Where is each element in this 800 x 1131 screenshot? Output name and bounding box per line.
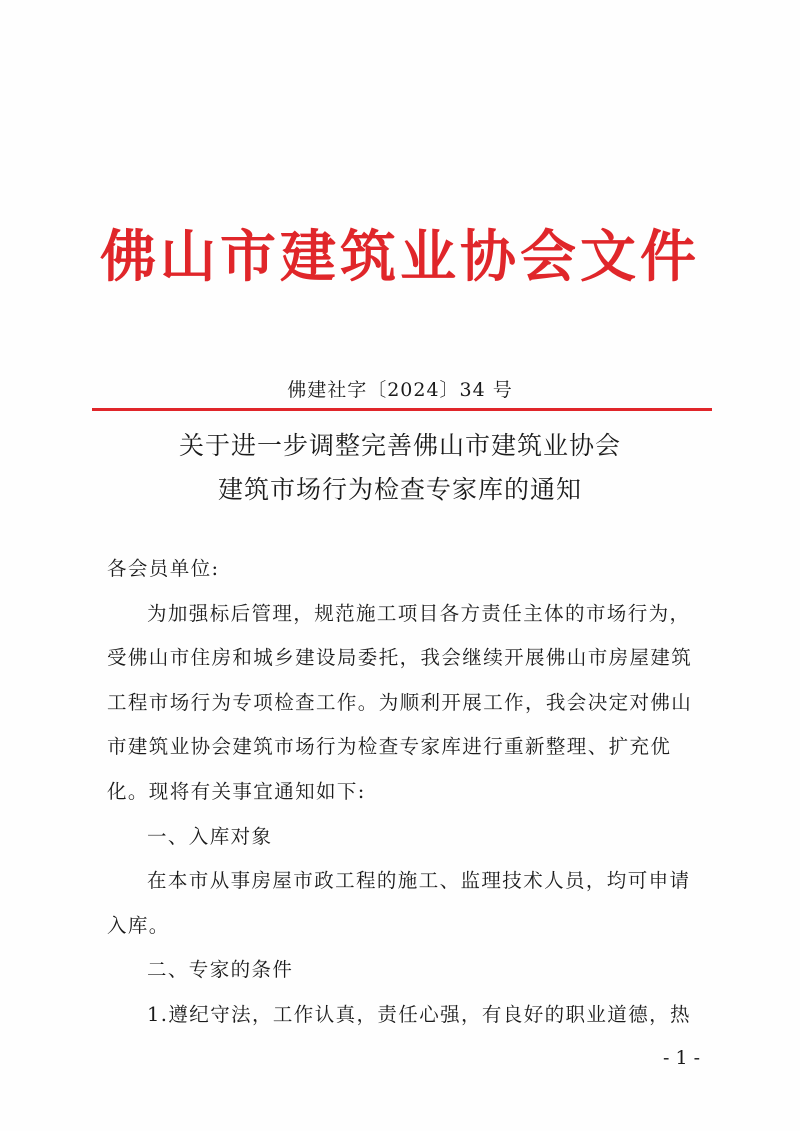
section-heading-1: 一、入库对象 (147, 824, 273, 848)
title-line-2: 建筑市场行为检查专家库的通知 (217, 475, 582, 504)
section-heading-2: 二、专家的条件 (147, 958, 294, 982)
title-line-1: 关于进一步调整完善佛山市建筑业协会 (178, 431, 621, 460)
masthead-title: 佛山市建筑业协会文件 (100, 225, 700, 290)
list-item-1: 1.遵纪守法，工作认真，责任心强，有良好的职业道德，热 (147, 1002, 691, 1026)
document-title (0, 424, 800, 512)
body-paragraph-intro: 为加强标后管理，规范施工项目各方责任主体的市场行为，受佛山市住房和城乡建设局委托，我会继续开展佛山市房屋建筑工程市场行为专项检查工作。为顺利开展工作，我会决定对佛山市建筑业协会建筑市场行为检查专家库进行重新整理、扩充优化。现将有关事宜通知如下: (107, 601, 693, 803)
document-body (107, 547, 707, 1038)
body-paragraph-section-1: 在本市从事房屋市政工程的施工、监理技术人员，均可申请入库。 (107, 869, 691, 937)
page-number: - 1 - (662, 1047, 700, 1069)
salutation: 各会员单位: (107, 557, 220, 580)
document-number: 佛建社字〔2024〕34 号 (287, 379, 513, 401)
red-divider-line (92, 408, 712, 411)
